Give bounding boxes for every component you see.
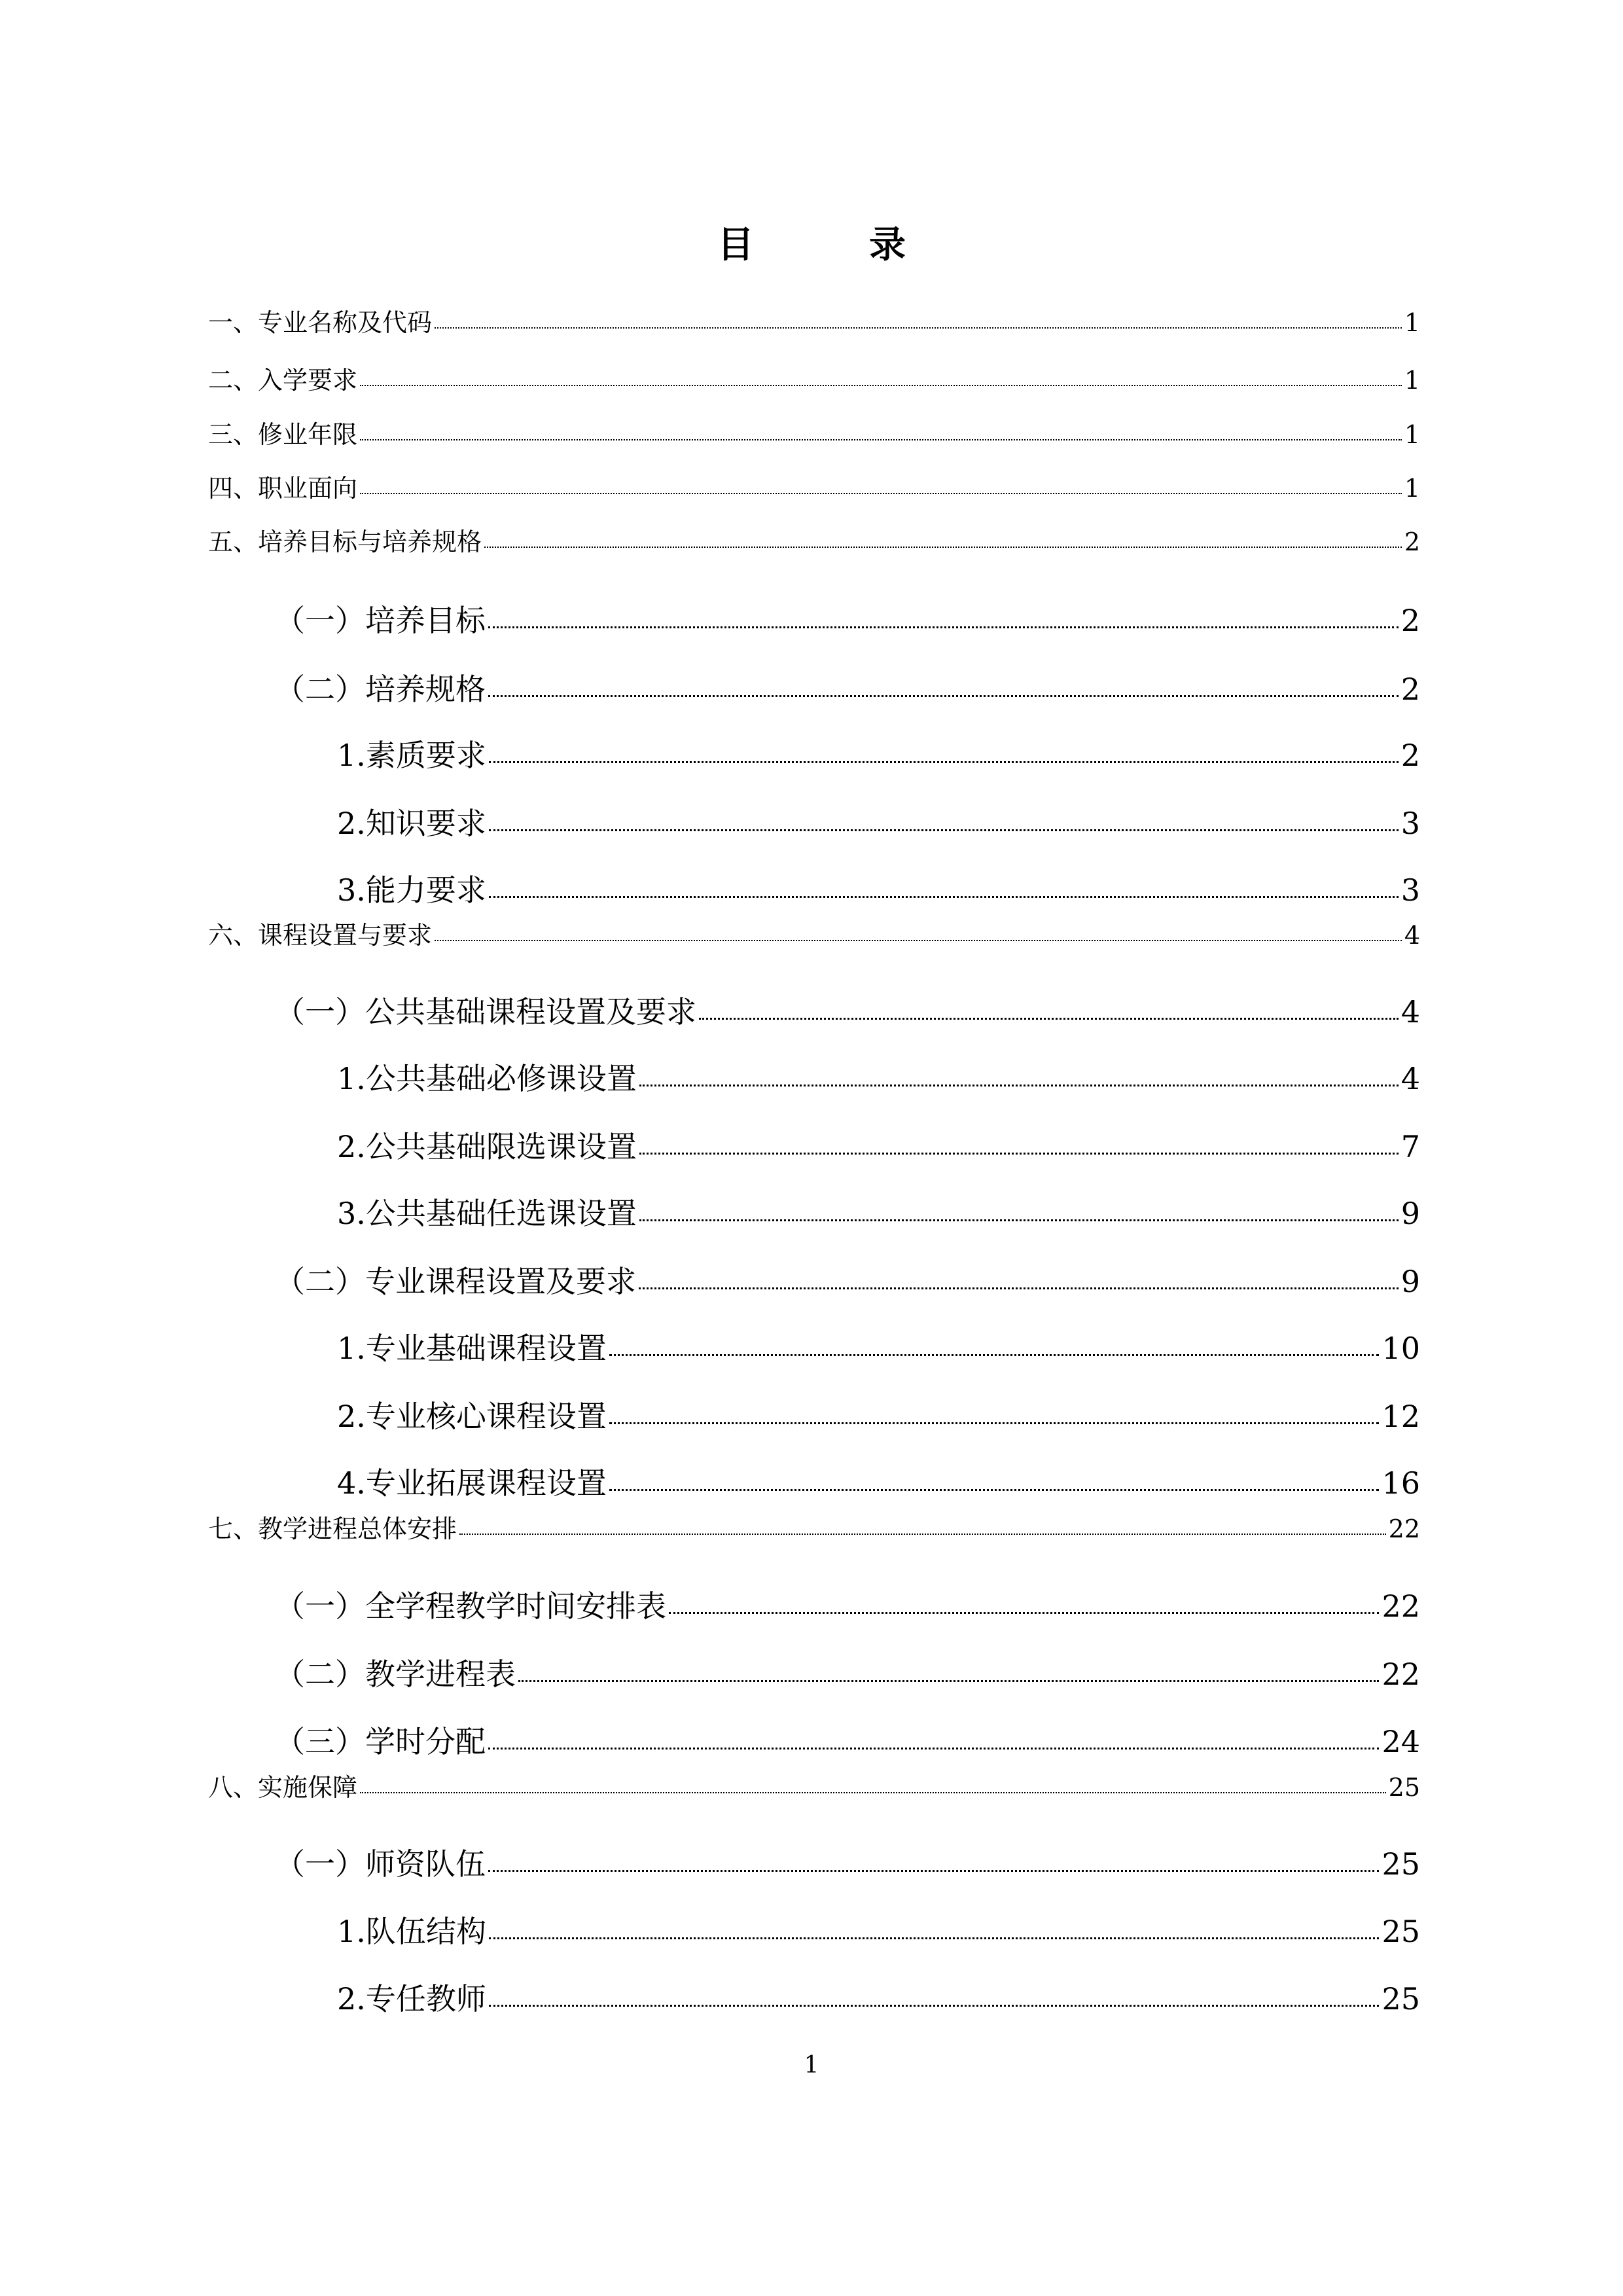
toc-entry[interactable]: [337, 732, 1420, 775]
toc-entry-label: （二）专业课程设置及要求: [275, 1264, 636, 1299]
toc-entry-label: 六、课程设置与要求: [208, 921, 433, 950]
toc-entry-label: 1.素质要求: [337, 738, 486, 773]
toc-entry-label: 1.专业基础课程设置: [337, 1331, 607, 1366]
toc-entry-page: 9: [1400, 1264, 1420, 1299]
dot-leader: [699, 1018, 1399, 1020]
toc-entry[interactable]: [275, 1258, 1420, 1301]
toc-entry[interactable]: [208, 414, 1420, 450]
toc-entry-page: 1: [1404, 474, 1420, 503]
dot-leader: [488, 1748, 1379, 1749]
dot-leader: [639, 1287, 1399, 1289]
toc-entry-label: （三）学时分配: [275, 1724, 486, 1759]
toc-entry[interactable]: [208, 302, 1420, 338]
toc-entry-label: 四、职业面向: [208, 474, 358, 503]
dot-leader: [489, 2005, 1380, 2007]
dot-leader: [360, 439, 1402, 440]
toc-entry-page: 4: [1400, 1061, 1420, 1096]
toc-entry-page: 25: [1388, 1773, 1420, 1802]
toc-entry-label: 七、教学进程总体安排: [208, 1515, 457, 1543]
toc-entry[interactable]: [208, 1509, 1420, 1545]
dot-leader: [518, 1680, 1379, 1682]
dot-leader: [360, 493, 1402, 494]
toc-entry-page: 22: [1382, 1588, 1420, 1624]
toc-entry[interactable]: [208, 915, 1420, 951]
toc-entry[interactable]: [208, 468, 1420, 504]
toc-entry-page: 10: [1382, 1331, 1420, 1366]
toc-entry[interactable]: [337, 1908, 1420, 1951]
toc-entry[interactable]: [337, 1123, 1420, 1166]
toc-entry-label: 2.公共基础限选课设置: [337, 1129, 637, 1164]
dot-leader: [484, 547, 1402, 548]
toc-entry[interactable]: [337, 1190, 1420, 1233]
toc-entry-label: 1.队伍结构: [337, 1914, 486, 1949]
toc-entry-page: 7: [1400, 1129, 1420, 1164]
page-title: 目 录: [717, 224, 945, 266]
toc-entry-page: 1: [1404, 308, 1420, 337]
toc-entry-label: 3.公共基础任选课设置: [337, 1196, 637, 1231]
toc-entry-page: 4: [1400, 994, 1420, 1030]
toc-entry-page: 3: [1400, 806, 1420, 841]
toc-entry-page: 16: [1382, 1465, 1420, 1501]
toc-entry-page: 1: [1404, 366, 1420, 395]
toc-entry-page: 2: [1400, 603, 1420, 638]
toc-entry-page: 1: [1404, 420, 1420, 449]
toc-entry-label: （一）师资队伍: [275, 1846, 486, 1882]
toc-entry[interactable]: [337, 1325, 1420, 1368]
toc-entry[interactable]: [275, 988, 1420, 1031]
toc-entry-page: 25: [1382, 1981, 1420, 2017]
dot-leader: [489, 1937, 1380, 1939]
dot-leader: [435, 940, 1402, 941]
dot-leader: [488, 695, 1399, 697]
toc-entry-page: 9: [1400, 1196, 1420, 1231]
toc-entry[interactable]: [337, 1975, 1420, 2018]
toc-entry-label: 三、修业年限: [208, 420, 358, 449]
toc-entry-label: 2.专任教师: [337, 1981, 486, 2017]
dot-leader: [669, 1612, 1379, 1614]
toc-entry[interactable]: [208, 360, 1420, 396]
toc-entry[interactable]: [275, 1718, 1420, 1761]
toc-entry-label: 4.专业拓展课程设置: [337, 1465, 607, 1501]
toc-entry-page: 2: [1404, 528, 1420, 556]
toc-entry-page: 4: [1404, 921, 1420, 950]
dot-leader: [459, 1534, 1386, 1535]
toc-entry-page: 24: [1382, 1724, 1420, 1759]
dot-leader: [639, 1085, 1399, 1086]
toc-entry-label: 一、专业名称及代码: [208, 308, 433, 337]
toc-entry[interactable]: [337, 800, 1420, 843]
toc-entry-label: （二）培养规格: [275, 672, 486, 707]
toc-entry-page: 2: [1400, 738, 1420, 773]
dot-leader: [489, 761, 1399, 763]
toc-entry-label: （一）公共基础课程设置及要求: [275, 994, 696, 1030]
dot-leader: [435, 327, 1402, 329]
toc-entry-label: 1.公共基础必修课设置: [337, 1061, 637, 1096]
dot-leader: [609, 1489, 1380, 1491]
toc-entry[interactable]: [275, 1840, 1420, 1884]
toc-entry[interactable]: [337, 1460, 1420, 1503]
dot-leader: [360, 385, 1402, 386]
toc-entry[interactable]: [337, 1393, 1420, 1436]
toc-entry[interactable]: [208, 1767, 1420, 1803]
dot-leader: [488, 1870, 1379, 1872]
page-number: 1: [804, 2052, 819, 2079]
toc-entry[interactable]: [337, 867, 1420, 910]
dot-leader: [489, 896, 1399, 898]
toc-entry-page: 22: [1382, 1657, 1420, 1692]
dot-leader: [488, 626, 1399, 628]
toc-entry-label: 二、入学要求: [208, 366, 358, 395]
toc-entry[interactable]: [275, 1651, 1420, 1694]
dot-leader: [489, 829, 1399, 831]
dot-leader: [609, 1422, 1380, 1424]
toc-entry-page: 22: [1388, 1515, 1420, 1543]
toc-entry-label: 2.知识要求: [337, 806, 486, 841]
toc-entry[interactable]: [275, 597, 1420, 640]
dot-leader: [360, 1792, 1386, 1793]
toc-entry[interactable]: [208, 522, 1420, 558]
toc-entry-page: 3: [1400, 872, 1420, 908]
toc-entry[interactable]: [337, 1055, 1420, 1098]
toc-entry-label: 八、实施保障: [208, 1773, 358, 1802]
dot-leader: [609, 1354, 1380, 1356]
toc-entry-label: （一）培养目标: [275, 603, 486, 638]
toc-entry-label: 3.能力要求: [337, 872, 486, 908]
toc-entry-page: 2: [1400, 672, 1420, 707]
dot-leader: [639, 1153, 1399, 1155]
toc-entry[interactable]: [275, 1583, 1420, 1626]
dot-leader: [639, 1219, 1399, 1221]
toc-entry-label: 五、培养目标与培养规格: [208, 528, 482, 556]
toc-entry-label: （一）全学程教学时间安排表: [275, 1588, 666, 1624]
toc-entry-page: 25: [1382, 1846, 1420, 1882]
toc-entry-page: 12: [1382, 1399, 1420, 1434]
toc-entry-label: 2.专业核心课程设置: [337, 1399, 607, 1434]
toc-entry-label: （二）教学进程表: [275, 1657, 516, 1692]
toc-entry[interactable]: [275, 666, 1420, 709]
toc-entry-page: 25: [1382, 1914, 1420, 1949]
